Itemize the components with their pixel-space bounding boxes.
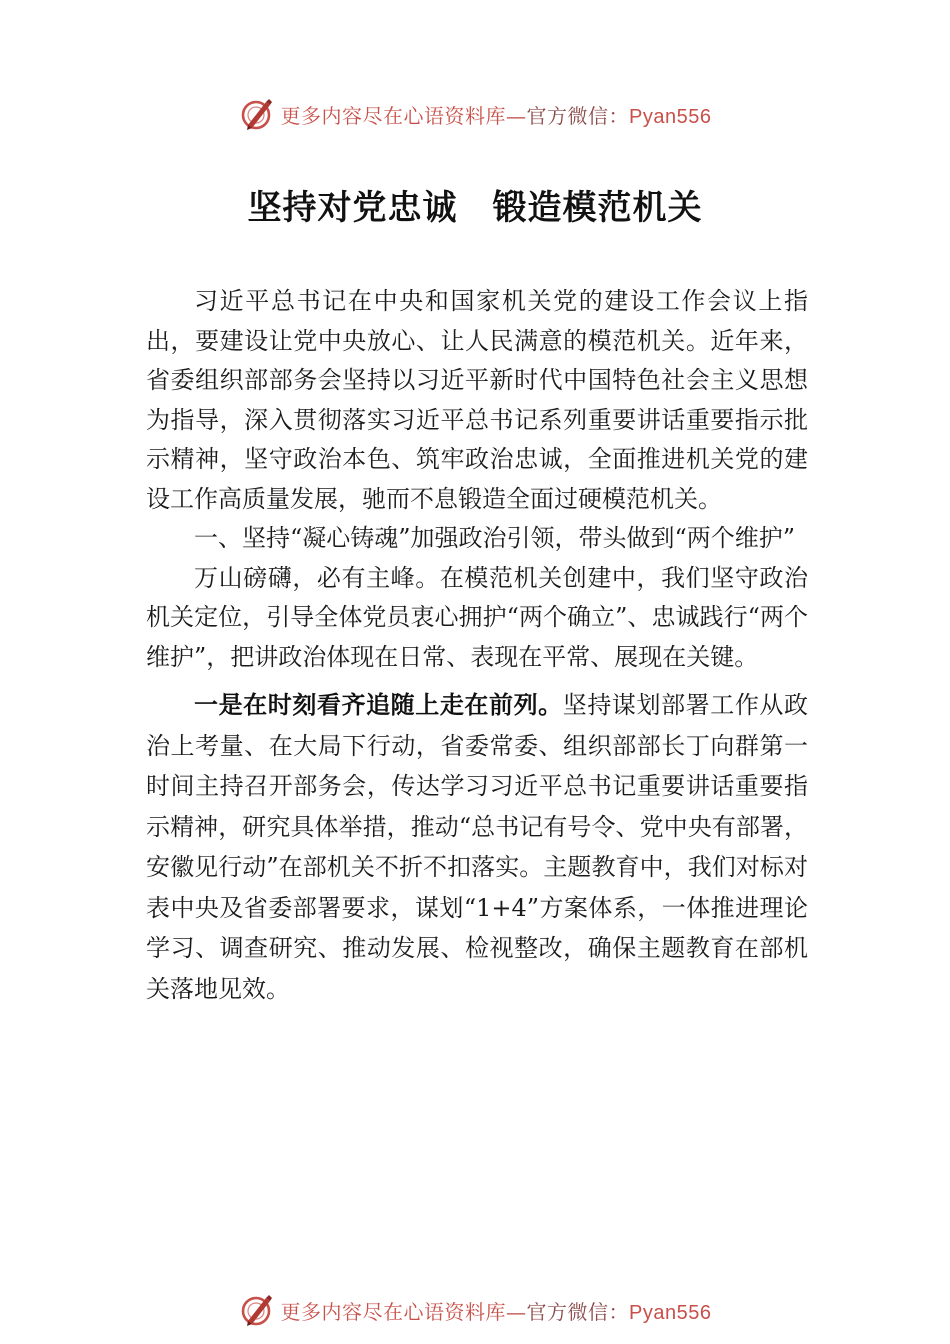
paragraph-point-1 (146, 685, 808, 1009)
footer-banner (0, 1290, 950, 1330)
banner-separator: — (506, 1299, 527, 1324)
paragraph-intro: 习近平总书记在中央和国家机关党的建设工作会议上指出，要建设让党中央放心、让人民满意的模范机关。近年来，省委组织部部务会坚持以习近平新时代中国特色社会主义思想为指导，深入贯彻落实习近平总书记系列重要讲话重要指示批示精神，坚守政治本色、筑牢政治忠诚，全面推进机关党的建设工作高质量发展，驰而不息锻造全面过硬模范机关。 (146, 287, 808, 513)
section-heading-1: 一、坚持“凝心铸魂”加强政治引领，带头做到“两个维护” (194, 524, 796, 552)
banner-text (281, 100, 712, 129)
pen-logo-icon (239, 1292, 275, 1328)
banner-separator: — (506, 103, 527, 128)
header-banner (0, 94, 950, 134)
point-1-lead: 一是在时刻看齐追随上走在前列。 (194, 691, 563, 719)
banner-wechat-label: 官方微信： (526, 1299, 630, 1324)
document-title: 坚持对党忠诚 锻造模范机关 (247, 188, 703, 228)
banner-wechat-id: Pyan556 (629, 1301, 712, 1324)
pen-logo-icon (239, 96, 275, 132)
banner-text (281, 1296, 712, 1325)
banner-slogan: 更多内容尽在心语资料库 (280, 103, 507, 128)
banner-wechat-id: Pyan556 (629, 105, 712, 128)
paragraph-section-1: 万山磅礴，必有主峰。在模范机关创建中，我们坚守政治机关定位，引导全体党员衷心拥护“两个确立”、忠诚践行“两个维护”，把讲政治体现在日常、表现在平常、展现在关键。 (146, 563, 808, 671)
banner-slogan: 更多内容尽在心语资料库 (280, 1299, 507, 1324)
banner-wechat-label: 官方微信： (526, 103, 630, 128)
point-1-body: 坚持谋划部署工作从政治上考量、在大局下行动，省委常委、组织部部长丁向群第一时间主持召开部务会，传达学习习近平总书记重要讲话重要指示精神，研究具体举措，推动“总书记有号令、党中央有部署，安徽见行动”在部机关不折不扣落实。主题教育中，我们对标对表中央及省委部署要求，谋划“1+4”方案体系，一体推进理论学习、调查研究、推动发展、检视整改，确保主题教育在部机关落地见效。 (146, 691, 808, 1003)
document-body (146, 282, 808, 1009)
